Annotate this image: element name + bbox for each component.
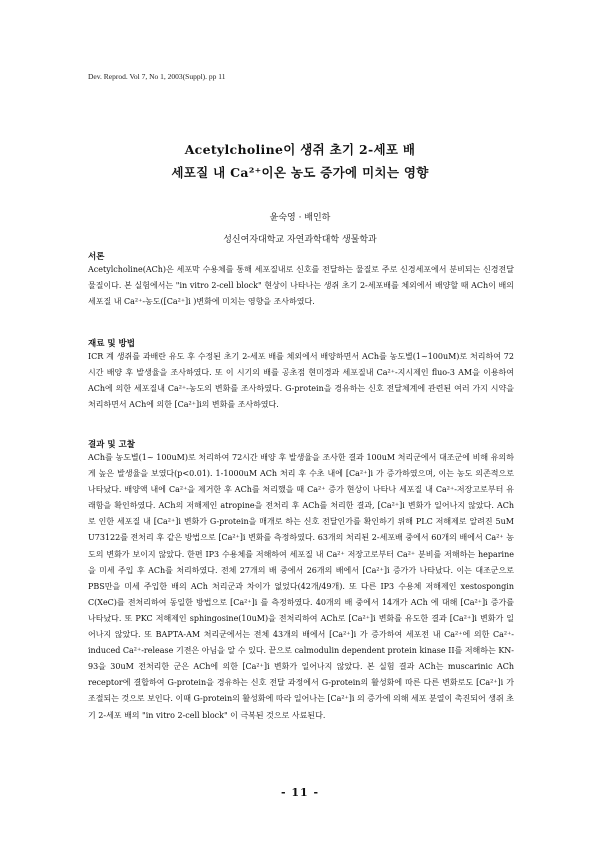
affiliation: 성신여자대학교 자연과학대학 생물학과: [223, 235, 377, 245]
results-heading: 결과 및 고찰: [88, 440, 135, 450]
journal-reference: Dev. Reprod. Vol 7, No 1, 2003(Suppl). pp 11: [88, 72, 226, 81]
results-paragraph: ACh를 농도별(1~ 100uM)로 처리하여 72시간 배양 후 발생율을 조사한 결과 100uM 처리군에서 대조군에 비해 유의하게 높은 발생율을 보였다(p<0.01). 1-1000uM ACh 처리 후 수초 내에 [Ca²⁺]i 가 증가하였으며, 이는 농도 의존적으로 나타났다. 배양액 내에 Ca²⁺을 제거한 후 ACh를 처리했을 때 Ca²⁺ 증가 현상이 나타나 세포질 내 Ca²⁺-저장고로부터 유래함을 확인하였다. ACh의 저해제인 atropine을 전처리 후 ACh를 처리한 결과, [Ca²⁺]i 변화가 일어나지 않았다. ACh로 인한 세포질 내 [Ca²⁺]i 변화가 G-protein을 매개로 하는 신호 전달인가를 확인하기 위해 PLC 저해제로 알려진 5uM U73122를 전처리 후 같은 방법으로 [Ca²⁺]i 변화를 측정하였다. 63개의 처리된 2-세포배 중에서 60개의 배에서 Ca²⁺ 농도의 변화가 보이지 않았다. 한편 IP3 수용체를 저해하여 세포질 내 Ca²⁺ 저장고로부터 Ca²⁺ 분비를 저해하는 heparine을 미세 주입 후 ACh를 처리하였다. 전체 27개의 배 중에서 26개의 배에서 [Ca²⁺]i 증가가 나타났다. 이는 대조군으로 PBS만을 미세 주입한 배의 ACh 처리군과 차이가 없었다(42개/49개). 또 다른 IP3 수용체 저해제인 xestospongin C(XeC)를 전처리하여 동일한 방법으로 [Ca²⁺]i 를 측정하였다. 40개의 배 중에서 14개가 ACh 에 대해 [Ca²⁺]i 증가를 나타났다. 또 PKC 저해제인 sphingosine(10uM)을 전처리하여 ACh로 [Ca²⁺]i 변화를 유도한 결과 [Ca²⁺]i 변화가 일어나지 않았다. 또 BAPTA-AM 처리군에서는 전체 43개의 배에서 [Ca²⁺]i 가 증가하여 세포전 내 Ca²⁺에 의한 Ca²⁺-induced Ca²⁺-release 기전은 아님을 알 수 있다. 끝으로 calmodulin dependent protein kinase II를 저해하는 KN-93을 30uM 전처리한 군은 ACh에 의한 [Ca²⁺]i 변화가 일어나지 않았다. 본 실험 결과 ACh는 muscarinic ACh receptor에 결합하여 G-protein을 경유하는 신호 전달 과정에서 G-protein의 활성화에 따른 다른 변화로도 [Ca²⁺]i 가 조절되는 것으로 보인다. 이때 G-protein의 활성화에 따라 일어나는 [Ca²⁺]i 의 증가에 의해 세포 분열이 촉진되어 생쥐 초기 2-세포 배의 "in vitro 2-cell block" 이 극복된 것으로 사료된다.: [88, 453, 514, 720]
methods-paragraph: ICR 계 생쥐를 과배란 유도 후 수정된 초기 2-세포 배를 체외에서 배양하면서 ACh를 농도별(1~100uM)로 처리하여 72시간 배양 후 발생율을 조사하였다. 또 이 시기의 배를 공초점 현미경과 세포질내 Ca²⁺-지시제인 fluo-3 AM을 이용하여 ACh에 의한 세포질내 Ca²⁺-농도의 변화를 조사하였다. G-protein을 경유하는 신호 전달체계에 관련된 여러 가지 시약을 처리하면서 ACh에 의한 [Ca²⁺]i의 변화를 조사하였다.: [88, 352, 514, 410]
title-line-2: 세포질 내 Ca²⁺이온 농도 증가에 미치는 영향: [171, 165, 429, 180]
page-number: - 11 -: [280, 786, 320, 799]
title-line-1: Acetylcholine이 생쥐 초기 2-세포 배: [184, 142, 416, 157]
intro-heading: 서론: [88, 252, 105, 262]
authors: 윤숙영 · 배인하: [269, 213, 331, 223]
methods-heading: 재료 및 방법: [88, 339, 135, 349]
intro-paragraph: Acetylcholine(ACh)은 세포막 수용체를 통해 세포질내로 신호를 전달하는 물질로 주로 신경세포에서 분비되는 신경전달물질이다. 본 실험에서는 "in vitro 2-cell block" 현상이 나타나는 생쥐 초기 2-세포배를 체외에서 배양할 때 ACh이 배의 세포질 내 Ca²⁺-농도([Ca²⁺]i )변화에 미치는 영향을 조사하였다.: [88, 265, 514, 307]
